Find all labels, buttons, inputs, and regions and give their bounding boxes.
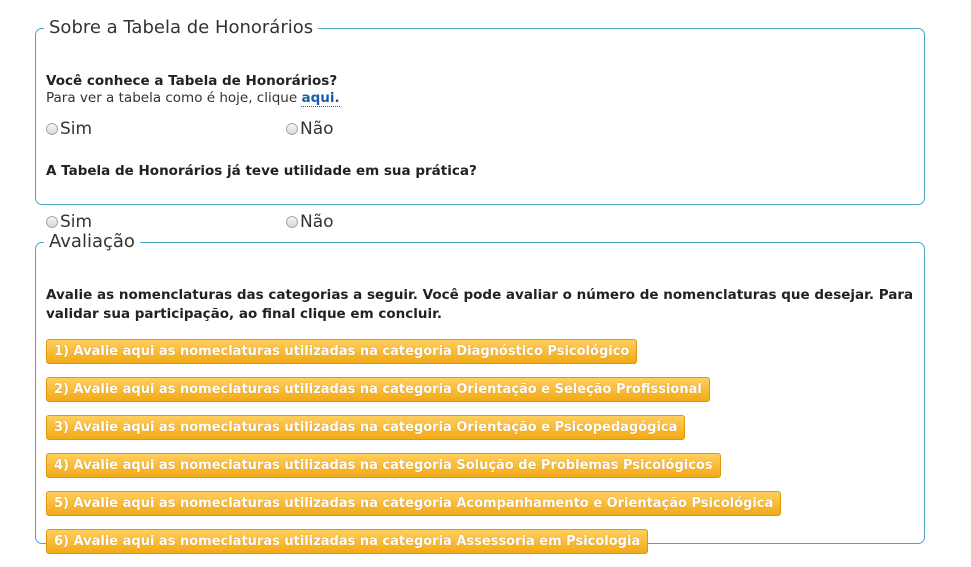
category-6-button[interactable]: 6) Avalie aqui as nomeclaturas utilizadas na categoria Assessoria em Psicologia — [46, 529, 648, 554]
evaluation-fieldset — [35, 231, 925, 549]
question2-no-radio[interactable] — [286, 216, 298, 228]
category-5-button[interactable]: 5) Avalie aqui as nomeclaturas utilizadas na categoria Acompanhamento e Orientação Psicológica — [46, 491, 781, 516]
about-fieldset — [35, 17, 925, 232]
question2-yes-option[interactable] — [46, 212, 92, 232]
question2-no-label: Não — [300, 212, 334, 232]
category-1-button[interactable]: 1) Avalie aqui as nomeclaturas utilizadas na categoria Diagnóstico Psicológico — [46, 339, 637, 364]
question1-label: Você conhece a Tabela de Honorários? — [46, 73, 338, 89]
question1-no-radio[interactable] — [286, 123, 298, 135]
table-link[interactable]: aqui. — [301, 90, 340, 106]
question1-yes-radio[interactable] — [46, 123, 58, 135]
question1-no-label: Não — [300, 119, 334, 139]
category-2-button[interactable]: 2) Avalie aqui as nomeclaturas utilizadas na categoria Orientação e Seleção Profissional — [46, 377, 710, 402]
question2-label: A Tabela de Honorários já teve utilidade em sua prática? — [46, 163, 477, 179]
question1-block — [46, 72, 914, 107]
about-legend: Sobre a Tabela de Honorários — [49, 17, 314, 38]
question1-yes-option[interactable] — [46, 119, 92, 139]
question2-yes-radio[interactable] — [46, 216, 58, 228]
question1-options — [46, 119, 934, 141]
question2-options — [46, 212, 934, 234]
category-3-button[interactable]: 3) Avalie aqui as nomeclaturas utilizadas na categoria Orientação e Psicopedagógica — [46, 415, 685, 440]
evaluation-legend: Avaliação — [49, 231, 135, 252]
table-hint — [46, 90, 914, 107]
question1-yes-label: Sim — [60, 119, 93, 139]
question2-yes-label: Sim — [60, 212, 93, 232]
table-hint-text: Para ver a tabela como é hoje, clique — [46, 90, 302, 106]
category-4-button[interactable]: 4) Avalie aqui as nomeclaturas utilizadas na categoria Solução de Problemas Psicológicos — [46, 453, 721, 478]
question2-no-option[interactable] — [286, 212, 334, 232]
question1-no-option[interactable] — [286, 119, 334, 139]
evaluation-description: Avalie as nomenclaturas das categorias a seguir. Você pode avaliar o número de nomenclaturas que desejar. Para validar sua participação, ao final clique em concluir. — [46, 287, 914, 322]
